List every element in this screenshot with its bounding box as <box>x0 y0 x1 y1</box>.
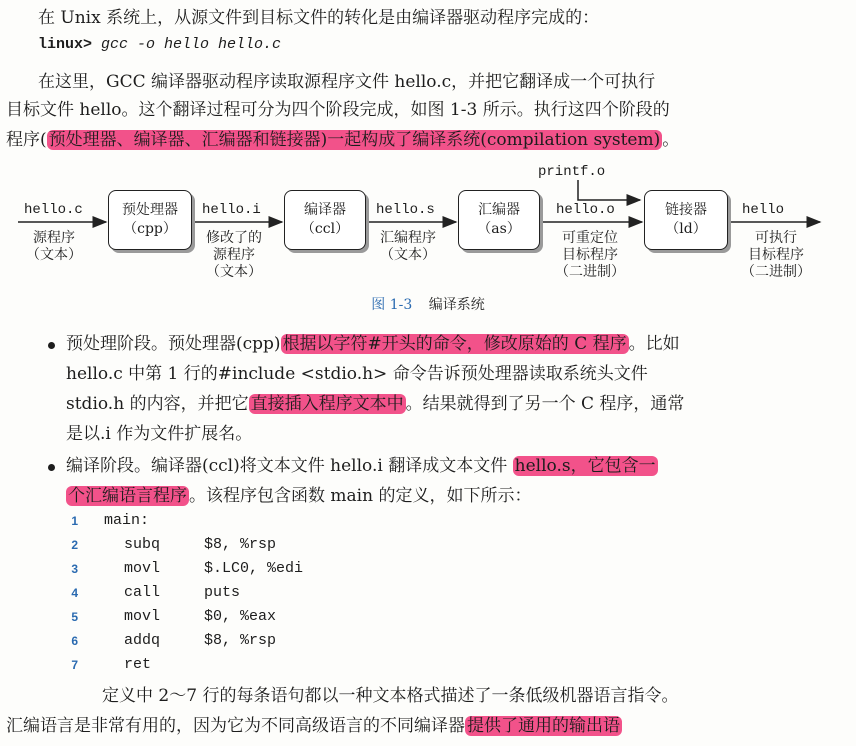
desc-line: （二进制） <box>741 264 811 280</box>
desc-line: 可重定位 <box>562 230 618 246</box>
code-operands: $0, %eax <box>204 608 277 625</box>
para3-l2-pre: 汇编语言是非常有用的，因为它为不同高级语言的不同编译器 <box>6 716 465 736</box>
assembly-code-listing <box>0 512 856 672</box>
desc-line: 源程序 <box>33 230 75 246</box>
desc-line: 目标程序 <box>748 247 804 263</box>
bullet1-line4: 是以.i 作为文件扩展名。 <box>66 424 253 444</box>
compilation-system-figure <box>0 162 856 312</box>
desc-line: 汇编程序 <box>380 230 436 246</box>
bullet2-line2 <box>66 484 531 508</box>
command-text: gcc -o hello hello.c <box>101 36 282 53</box>
bullet2-l1-pre: 编译阶段。编译器(ccl)将文本文件 hello.i 翻译成文本文件 <box>66 456 513 476</box>
label-hello-o: hello.o <box>556 202 615 218</box>
code-mnemonic: subq <box>124 536 161 553</box>
para2-line3-post: 。 <box>662 130 680 150</box>
desc-line: （二进制） <box>555 264 625 280</box>
code-mnemonic: call <box>124 584 161 601</box>
desc-source-program <box>22 230 86 264</box>
desc-modified-source <box>198 230 270 281</box>
bullet2-l2-post: 。该程序包含函数 main 的定义，如下所示： <box>189 486 532 506</box>
code-mnemonic: movl <box>124 608 161 625</box>
para3-line1: 定义中 2～7 行的每条语句都以一种文本格式描述了一条低级机器语言指令。 <box>102 686 679 706</box>
assembler-cmd: （as） <box>477 221 521 237</box>
bullet-dot <box>48 342 55 349</box>
para2-line2: 目标文件 hello。这个翻译过程可分为四个阶段完成，如图 1-3 所示。执行这四个阶段的 <box>6 100 670 120</box>
linker-name: 链接器 <box>665 202 707 218</box>
highlight-assembly-program: 个汇编语言程序 <box>68 486 187 506</box>
preprocessor-box <box>108 190 192 250</box>
bullet1-line1 <box>66 332 680 356</box>
bullet1-line3 <box>66 392 684 416</box>
para2-line3 <box>6 128 679 152</box>
compiler-name: 编译器 <box>304 202 346 218</box>
desc-line: （文本） <box>380 247 436 263</box>
highlight-common-output: 提供了通用的输出语 <box>467 716 620 736</box>
para1-text: 在 Unix 系统上，从源文件到目标文件的转化是由编译器驱动程序完成的： <box>38 8 600 28</box>
bullet1-l3-post: 。结果就得到了另一个 C 程序，通常 <box>405 394 685 414</box>
figure-number: 图 1-3 <box>371 297 413 313</box>
command-line <box>38 33 281 57</box>
para2-line1: 在这里，GCC 编译器驱动程序读取源程序文件 hello.c，并把它翻译成一个可执行 <box>38 72 656 92</box>
figure-title: 编译系统 <box>428 297 485 313</box>
bullet1-line2: hello.c 中第 1 行的#include <stdio.h> 命令告诉预处理器读取系统头文件 <box>66 364 648 384</box>
desc-line: （文本） <box>206 264 262 280</box>
assembler-box <box>458 190 540 250</box>
code-line-number: 2 <box>71 538 78 552</box>
label-hello-i: hello.i <box>202 202 261 218</box>
command-prompt: linux> <box>38 36 93 53</box>
compiler-box <box>284 190 366 250</box>
code-line-number: 7 <box>71 658 78 672</box>
highlight-insert-text: 直接插入程序文本中 <box>250 394 404 414</box>
code-line-number: 3 <box>71 562 78 576</box>
code-line-label: main: <box>104 512 150 529</box>
figure-caption <box>0 294 856 314</box>
linker-box <box>644 190 728 250</box>
code-mnemonic: addq <box>124 632 161 649</box>
desc-line: 源程序 <box>213 247 255 263</box>
code-operands: puts <box>204 584 241 601</box>
highlight-compilation-system: 预处理器、编译器、汇编器和链接器)一起构成了编译系统(compilation system) <box>48 130 661 150</box>
preprocessor-name: 预处理器 <box>122 202 178 218</box>
code-line-number: 6 <box>71 634 78 648</box>
assembler-name: 汇编器 <box>478 202 520 218</box>
desc-line: 修改了的 <box>206 230 262 246</box>
highlight-hello-s: hello.s，它包含一 <box>514 456 656 476</box>
para3-line2 <box>6 714 622 738</box>
code-operands: $8, %rsp <box>204 536 277 553</box>
label-hello: hello <box>742 202 785 218</box>
compiler-cmd: （ccl） <box>300 221 350 237</box>
bullet2-line1 <box>66 454 658 478</box>
arrow-printf-o <box>578 180 640 200</box>
linker-cmd: （ld） <box>665 221 707 237</box>
printf-o-label: printf.o <box>538 164 606 180</box>
code-line-number: 1 <box>71 514 78 528</box>
desc-line: （文本） <box>26 247 82 263</box>
code-mnemonic: ret <box>124 656 152 673</box>
desc-line: 可执行 <box>755 230 797 246</box>
label-hello-s: hello.s <box>376 202 435 218</box>
code-mnemonic: movl <box>124 560 161 577</box>
code-line-number: 5 <box>71 610 78 624</box>
para2-line3-pre: 程序( <box>6 130 47 150</box>
bullet1-l1-pre: 预处理阶段。预处理器(cpp) <box>66 334 281 354</box>
preprocessor-cmd: （cpp） <box>123 221 177 237</box>
bullet1-l1-post: 。比如 <box>628 334 680 354</box>
label-hello-c: hello.c <box>24 202 83 218</box>
code-line-number: 4 <box>71 586 78 600</box>
code-operands: $8, %rsp <box>204 632 277 649</box>
bullet1-l3-pre: stdio.h 的内容，并把它 <box>66 394 249 414</box>
code-operands: $.LC0, %edi <box>204 560 304 577</box>
desc-executable-object <box>738 230 814 281</box>
desc-line: 目标程序 <box>562 247 618 263</box>
desc-assembly-program <box>372 230 444 264</box>
bullet-dot <box>48 464 55 471</box>
highlight-modify-c-program: 根据以字符#开头的命令，修改原始的 C 程序 <box>282 334 627 354</box>
desc-relocatable-object <box>552 230 628 281</box>
